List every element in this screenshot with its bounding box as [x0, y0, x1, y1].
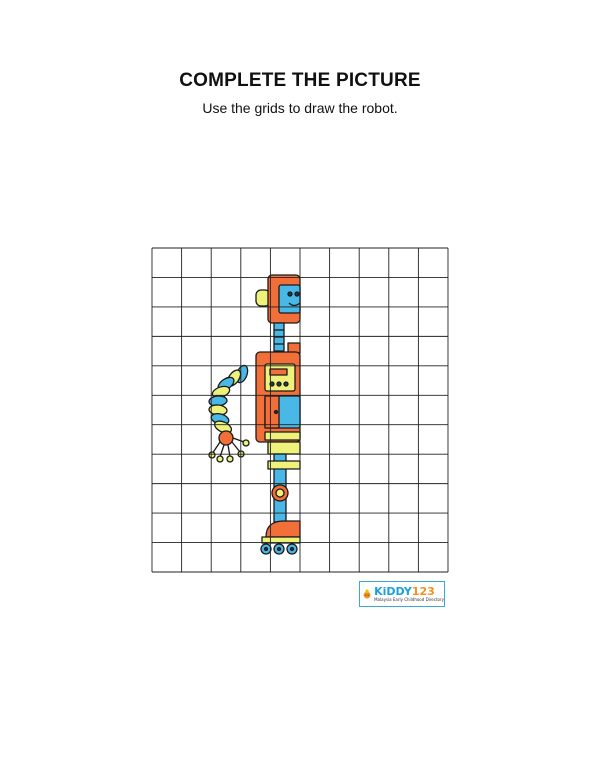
robot-face-screen: [279, 285, 300, 313]
grid-lines: [152, 248, 448, 572]
logo-tagline: Malaysia Early Childhood Directory: [374, 597, 444, 602]
drawing-grid: [150, 247, 450, 573]
logo-brand: KiDDY: [374, 585, 412, 598]
robot-half-illustration: [209, 275, 300, 554]
robot-wheels: [261, 544, 297, 554]
instructions: Use the grids to draw the robot.: [202, 100, 398, 116]
kiddy123-logo[interactable]: [359, 581, 445, 607]
robot-hand: [209, 431, 249, 462]
robot-foot: [266, 521, 300, 537]
logo-number: 123: [411, 585, 435, 598]
page-title: COMPLETE THE PICTURE: [179, 70, 421, 91]
mascot-icon: [362, 584, 372, 604]
robot-control-panel: [265, 364, 295, 391]
robot-leg: [268, 442, 300, 454]
